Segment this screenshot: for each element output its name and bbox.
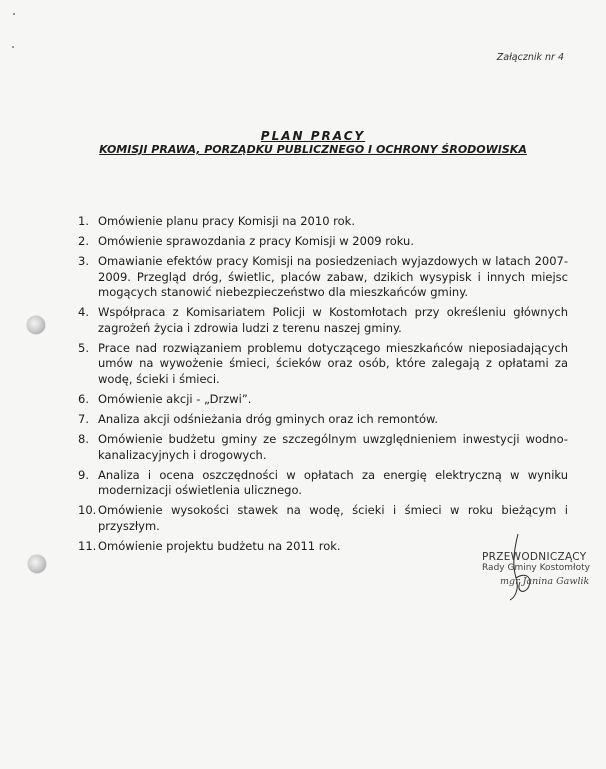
list-item (78, 412, 568, 428)
scan-speck (13, 13, 15, 15)
item-text: Omówienie budżetu gminy ze szczególnym uwzględnieniem inwestycji wodno-kanalizacyjnych i drogowych. (98, 432, 568, 462)
item-text: Analiza i ocena oszczędności w opłatach za energię elektryczną w wyniku modernizacji oświetlenia ulicznego. (98, 467, 568, 498)
item-text: Omówienie sprawozdania z pracy Komisji w 2009 roku. (98, 234, 414, 249)
item-number: 4. (78, 305, 89, 320)
item-number: 1. (78, 214, 89, 228)
item-text: Prace nad rozwiązaniem problemu dotyczącego mieszkańców nieposiadających umów na wywożenie śmieci, ścieków oraz osób, które zalegają z opłatami za wodę, ścieki i śmieci. (98, 340, 568, 386)
item-number: 6. (78, 391, 89, 406)
punch-hole (28, 555, 46, 573)
list-item (78, 234, 568, 250)
item-number: 10. (78, 503, 97, 518)
punch-hole (27, 316, 45, 334)
signature-organization: Rady Gminy Kostomłoty (482, 563, 590, 573)
list-item (78, 341, 568, 388)
list-item (78, 432, 568, 463)
item-number: 3. (78, 254, 89, 269)
signature-name: mgr Janina Gawlik (500, 576, 590, 587)
item-text: Analiza akcji odśnieżania dróg gminych oraz ich remontów. (98, 412, 438, 427)
list-item (78, 392, 568, 408)
signature-title: PRZEWODNICZĄCY (482, 551, 587, 563)
document-subtitle: KOMISJI PRAWA, PORZĄDKU PUBLICZNEGO I OCHRONY ŚRODOWISKA (99, 143, 527, 156)
item-number: 8. (78, 432, 89, 447)
item-text: Omówienie projektu budżetu na 2011 rok. (98, 538, 341, 553)
document-title: PLAN PRACY (260, 129, 366, 143)
list-item (78, 468, 568, 499)
item-number: 7. (78, 412, 89, 427)
item-text: Omawianie efektów pracy Komisji na posiedzeniach wyjazdowych w latach 2007-2009. Przegląd dróg, świetlic, placów zabaw, dzikich wysypisk i innych miejsc mogących stanowić niebezpieczeństwo dla mieszkańców gminy. (98, 254, 568, 300)
list-item (78, 503, 568, 534)
list-item (78, 214, 568, 230)
item-text: Omówienie wysokości stawek na wodę, ścieki i śmieci w roku bieżącym i przyszłym. (98, 503, 568, 533)
item-text: Omówienie akcji - „Drzwi”. (98, 391, 252, 406)
annex-label: Załącznik nr 4 (496, 52, 564, 63)
item-number: 2. (78, 234, 89, 249)
list-item (78, 305, 568, 336)
signature-block (482, 551, 602, 587)
item-number: 9. (78, 467, 89, 482)
item-number: 5. (78, 340, 89, 355)
item-text: Omówienie planu pracy Komisji na 2010 rok. (98, 214, 355, 228)
list-item (78, 254, 568, 301)
item-text: Współpraca z Komisariatem Policji w Kostomłotach przy określeniu głównych zagrożeń życia i zdrowia ludzi z terenu naszej gminy. (98, 305, 568, 335)
work-plan-list (78, 214, 568, 559)
item-number: 11. (78, 538, 97, 553)
scan-speck (12, 46, 14, 48)
